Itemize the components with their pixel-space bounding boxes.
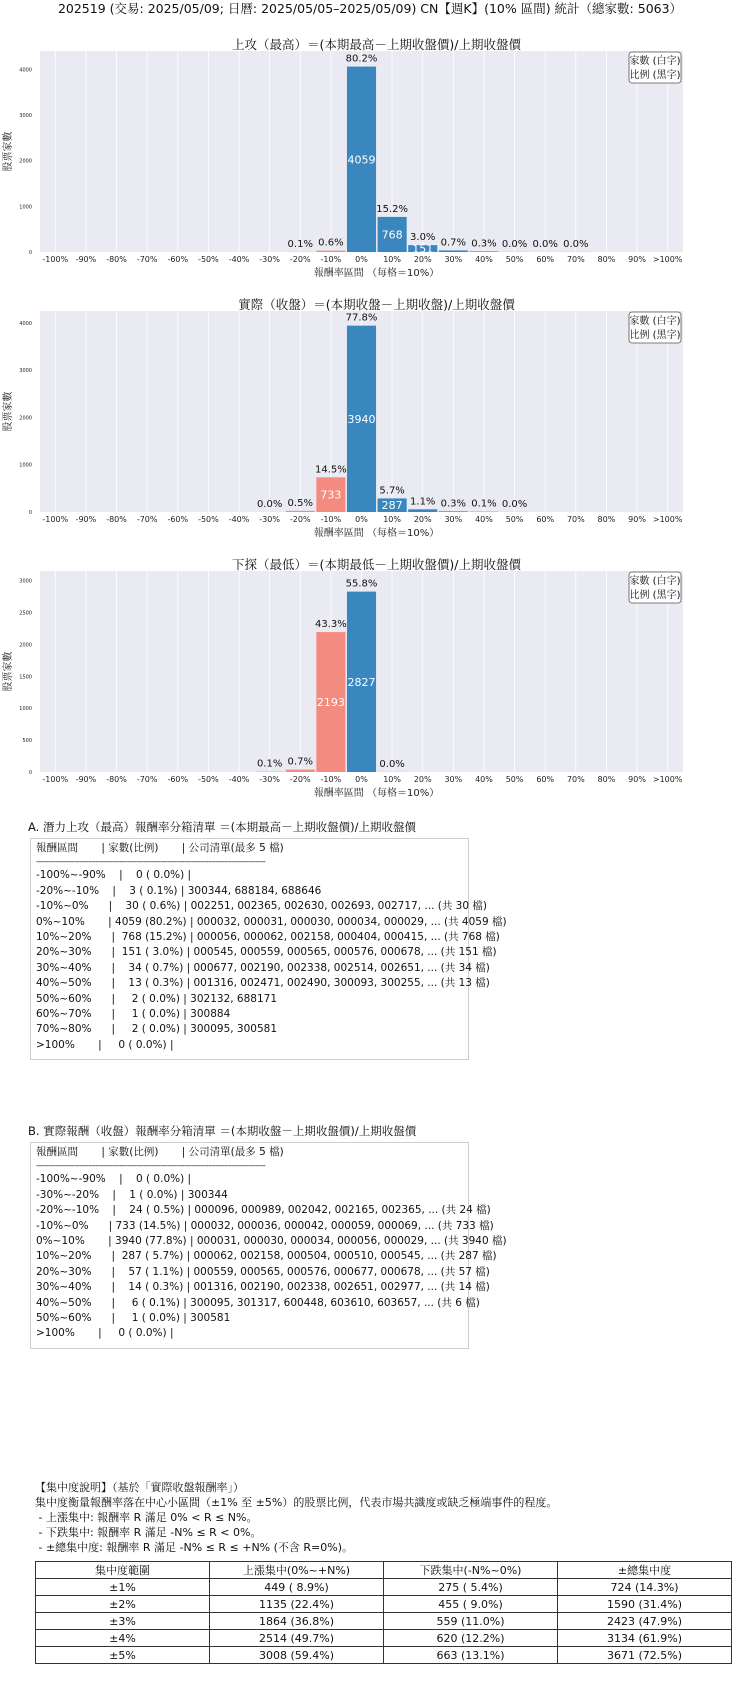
count-label: 3940	[347, 412, 376, 426]
table-cell: 1590 (31.4%)	[558, 1596, 732, 1613]
x-tick-label: 10%	[383, 775, 402, 784]
x-tick-label: -70%	[136, 775, 158, 784]
table-row	[36, 1613, 732, 1630]
percent-label: 43.3%	[314, 619, 347, 631]
y-axis-label: 股票家數	[3, 391, 14, 432]
list-b-separator: ------------------------------------------------------------------------------------------------	[36, 1161, 266, 1171]
y-tick-label: 1000	[19, 706, 32, 713]
list-row: 30%~40% | 34 ( 0.7%) | 000677, 002190, 002338, 002514, 002651, ... (共 34 檔)	[36, 961, 490, 974]
y-tick-label: 4000	[19, 67, 32, 74]
list-row: -20%~-10% | 24 ( 0.5%) | 000096, 000989, 002042, 002165, 002365, ... (共 24 檔)	[36, 1204, 491, 1217]
y-tick-label: 2000	[19, 158, 32, 165]
percent-label: 0.0%	[501, 238, 528, 250]
list-b-header-row: 報酬區間 | 家數(比例) | 公司清單(最多 5 檔)	[36, 1146, 284, 1158]
x-tick-label: 90%	[628, 255, 646, 264]
percent-label: 0.3%	[471, 238, 497, 250]
chart-downside-low	[0, 556, 740, 810]
table-cell: 2514 (49.7%)	[210, 1630, 384, 1647]
list-row: 50%~60% | 1 ( 0.0%) | 300581	[36, 1312, 231, 1325]
x-tick-label: -70%	[136, 515, 158, 524]
x-tick-label: 30%	[444, 775, 463, 784]
column-header: ±總集中度	[558, 1562, 732, 1579]
list-row: 50%~60% | 2 ( 0.0%) | 302132, 688171	[36, 992, 278, 1005]
list-b-box	[30, 1142, 507, 1349]
page-title: 202519 (交易: 2025/05/09; 日曆: 2025/05/05–2025/05/09) CN【週K】(10% 區間) 統計（總家數: 5063）	[57, 1, 683, 16]
percent-label: 0.0%	[501, 498, 528, 510]
y-tick-label: 1500	[19, 674, 32, 681]
bar	[408, 509, 437, 512]
x-tick-label: 40%	[475, 775, 493, 784]
list-row: >100% | 0 ( 0.0%) |	[36, 1327, 174, 1340]
bar	[439, 511, 468, 512]
y-tick-label: 1000	[19, 204, 32, 211]
x-tick-label: -30%	[259, 515, 280, 524]
percent-label: 0.0%	[532, 238, 558, 250]
list-a-rows	[36, 868, 507, 1053]
x-tick-label: 20%	[413, 775, 432, 784]
list-row: 70%~80% | 2 ( 0.0%) | 300095, 300581	[36, 1023, 278, 1036]
y-tick-label: 500	[22, 738, 32, 745]
table-row	[36, 1596, 732, 1613]
x-tick-label: 20%	[413, 255, 432, 264]
percent-label: 15.2%	[376, 203, 409, 215]
x-tick-label: 30%	[444, 515, 463, 524]
percent-label: 80.2%	[345, 53, 378, 65]
list-row: 20%~30% | 151 ( 3.0%) | 000545, 000559, 000565, 000576, 000678, ... (共 151 檔)	[36, 946, 497, 959]
note-item: - ±總集中度: 報酬率 R 滿足 -N% ≤ R ≤ +N% (不含 R=0%)。	[35, 1541, 354, 1554]
chart-upside-high	[0, 36, 740, 290]
list-row: -10%~0% | 30 ( 0.6%) | 002251, 002365, 002630, 002693, 002717, ... (共 30 檔)	[36, 900, 487, 913]
list-row: -10%~0% | 733 (14.5%) | 000032, 000036, 000042, 000059, 000069, ... (共 733 檔)	[36, 1219, 494, 1232]
list-row: 40%~50% | 13 ( 0.3%) | 001316, 002471, 002490, 300093, 300255, ... (共 13 檔)	[36, 977, 490, 990]
y-tick-label: 0	[28, 770, 32, 776]
x-tick-label: -80%	[106, 515, 127, 524]
chart-title: 實際（收盤）＝(本期收盤－上期收盤)/上期收盤價	[238, 297, 515, 312]
count-label: 4059	[347, 153, 376, 167]
x-tick-label: 80%	[597, 775, 616, 784]
x-tick-label: -80%	[106, 255, 127, 264]
x-tick-label: 10%	[383, 255, 402, 264]
percent-label: 3.0%	[410, 232, 436, 244]
y-tick-label: 3000	[19, 368, 32, 375]
table-cell: ±2%	[36, 1596, 210, 1613]
x-tick-label: -50%	[198, 775, 219, 784]
chart-actual-close	[0, 296, 740, 550]
legend-entry: 比例 (黑字)	[629, 590, 681, 601]
percent-label: 14.5%	[314, 464, 347, 476]
table-cell: ±4%	[36, 1630, 210, 1647]
x-tick-label: 0%	[355, 255, 368, 264]
table-cell: ±3%	[36, 1613, 210, 1630]
y-tick-label: 1000	[19, 462, 32, 469]
table-cell: 275 ( 5.4%)	[384, 1579, 558, 1596]
y-tick-label: 2000	[19, 642, 32, 649]
bar	[286, 770, 315, 772]
percent-label: 0.0%	[256, 498, 283, 510]
table-cell: 663 (13.1%)	[384, 1647, 558, 1664]
table-cell: 559 (11.0%)	[384, 1613, 558, 1630]
list-row: 20%~30% | 57 ( 1.1%) | 000559, 000565, 000576, 000677, 000678, ... (共 57 檔)	[36, 1265, 490, 1278]
count-label: 733	[320, 488, 342, 502]
x-tick-label: 80%	[597, 255, 616, 264]
x-tick-label: -10%	[320, 515, 342, 524]
x-tick-label: >100%	[652, 775, 683, 784]
x-tick-label: -60%	[167, 255, 189, 264]
x-tick-label: 60%	[536, 515, 555, 524]
x-tick-label: -40%	[228, 515, 250, 524]
x-tick-label: 40%	[475, 255, 493, 264]
note-title: 【集中度說明】（基於「實際收盤報酬率」）	[35, 1481, 244, 1494]
percent-label: 1.1%	[410, 496, 436, 508]
y-axis-label: 股票家數	[3, 651, 14, 692]
concentration-note	[35, 1480, 557, 1555]
x-tick-label: -60%	[167, 775, 189, 784]
x-tick-label: 50%	[505, 775, 524, 784]
x-tick-label: 50%	[505, 255, 524, 264]
table-header-row	[36, 1562, 732, 1579]
x-tick-label: -20%	[289, 255, 311, 264]
percent-label: 0.1%	[471, 498, 497, 510]
list-a-separator: ------------------------------------------------------------------------------------------------	[36, 857, 266, 867]
column-header: 集中度範圍	[36, 1562, 210, 1579]
column-header: 下跌集中(-N%~0%)	[384, 1562, 558, 1579]
chart-title: 下探（最低）＝(本期最低－上期收盤價)/上期收盤價	[232, 557, 521, 572]
x-tick-label: >100%	[652, 255, 683, 264]
legend-entry: 比例 (黑字)	[629, 70, 681, 81]
list-b-heading: B. 實際報酬（收盤）報酬率分箱清單 ＝(本期收盤－上期收盤價)/上期收盤價	[28, 1124, 417, 1138]
table-cell: 3134 (61.9%)	[558, 1630, 732, 1647]
table-cell: ±5%	[36, 1647, 210, 1664]
column-header: 上漲集中(0%~+N%)	[210, 1562, 384, 1579]
percent-label: 0.6%	[318, 237, 344, 249]
x-tick-label: -100%	[42, 775, 69, 784]
legend-entry: 家數 (白字)	[629, 56, 681, 67]
list-row: 0%~10% | 3940 (77.8%) | 000031, 000030, 000034, 000056, 000029, ... (共 3940 檔)	[36, 1235, 507, 1248]
x-tick-label: 50%	[505, 515, 524, 524]
list-a-header-row: 報酬區間 | 家數(比例) | 公司清單(最多 5 檔)	[36, 842, 284, 854]
table-cell: 1135 (22.4%)	[210, 1596, 384, 1613]
x-tick-label: -90%	[75, 515, 97, 524]
x-tick-label: -100%	[42, 515, 69, 524]
table-row	[36, 1630, 732, 1647]
x-tick-label: -90%	[75, 255, 97, 264]
x-axis-label: 報酬率區間 （每格＝10%）	[313, 528, 440, 539]
list-row: -20%~-10% | 3 ( 0.1%) | 300344, 688184, 688646	[36, 884, 322, 897]
list-row: 30%~40% | 14 ( 0.3%) | 001316, 002190, 002338, 002651, 002977, ... (共 14 檔)	[36, 1281, 490, 1294]
table-cell: 724 (14.3%)	[558, 1579, 732, 1596]
x-tick-label: -40%	[228, 775, 250, 784]
x-tick-label: 70%	[566, 255, 585, 264]
note-description: 集中度衡量報酬率落在中心小區間（±1% 至 ±5%）的股票比例，代表市場共識度或缺乏極端事件的程度。	[35, 1496, 558, 1509]
x-tick-label: -50%	[198, 255, 219, 264]
percent-label: 0.1%	[256, 758, 283, 770]
x-tick-label: 40%	[475, 515, 493, 524]
percent-label: 0.7%	[440, 237, 467, 249]
table-cell: 1864 (36.8%)	[210, 1613, 384, 1630]
table-cell: 3671 (72.5%)	[558, 1647, 732, 1664]
y-tick-label: 4000	[19, 320, 32, 327]
list-b-rows	[36, 1172, 507, 1341]
x-tick-label: 60%	[536, 255, 555, 264]
table-cell: 620 (12.2%)	[384, 1630, 558, 1647]
list-a-box	[30, 838, 507, 1060]
list-row: 40%~50% | 6 ( 0.1%) | 300095, 301317, 600448, 603610, 603657, ... (共 6 檔)	[36, 1296, 480, 1309]
percent-label: 0.3%	[440, 498, 467, 510]
note-item: - 上漲集中: 報酬率 R 滿足 0% < R ≤ N%。	[35, 1511, 258, 1524]
x-tick-label: 80%	[597, 515, 616, 524]
x-tick-label: -20%	[289, 515, 311, 524]
x-tick-label: -100%	[42, 255, 69, 264]
x-tick-label: 70%	[566, 775, 585, 784]
x-axis-label: 報酬率區間 （每格＝10%）	[313, 788, 440, 799]
x-tick-label: 60%	[536, 775, 555, 784]
list-row: 60%~70% | 1 ( 0.0%) | 300884	[36, 1008, 231, 1021]
table-row	[36, 1647, 732, 1664]
percent-label: 77.8%	[345, 312, 378, 324]
x-tick-label: -40%	[228, 255, 250, 264]
percent-label: 55.8%	[345, 578, 378, 590]
y-axis-label: 股票家數	[3, 131, 14, 172]
list-row: -30%~-20% | 1 ( 0.0%) | 300344	[36, 1188, 228, 1201]
percent-label: 0.1%	[287, 238, 313, 250]
chart-title: 上攻（最高）＝(本期最高－上期收盤價)/上期收盤價	[232, 37, 521, 52]
y-tick-label: 3000	[19, 578, 32, 585]
table-cell: 2423 (47.9%)	[558, 1613, 732, 1630]
x-tick-label: -10%	[320, 255, 342, 264]
x-tick-label: -10%	[320, 775, 342, 784]
x-tick-label: 0%	[355, 515, 368, 524]
x-tick-label: -30%	[259, 775, 280, 784]
table-row	[36, 1579, 732, 1596]
percent-label: 0.7%	[287, 756, 313, 768]
x-tick-label: 10%	[383, 515, 402, 524]
concentration-table	[35, 1561, 732, 1664]
x-tick-label: 90%	[628, 775, 646, 784]
y-tick-label: 2000	[19, 415, 32, 422]
x-tick-label: 20%	[413, 515, 432, 524]
x-tick-label: 70%	[566, 515, 585, 524]
bar	[469, 251, 498, 252]
x-tick-label: -50%	[198, 515, 219, 524]
list-row: 0%~10% | 4059 (80.2%) | 000032, 000031, 000030, 000034, 000029, ... (共 4059 檔)	[36, 915, 507, 928]
percent-label: 0.0%	[379, 758, 405, 770]
percent-label: 0.5%	[287, 497, 313, 509]
percent-label: 5.7%	[379, 485, 405, 497]
x-tick-label: 0%	[355, 775, 368, 784]
x-tick-label: 90%	[628, 515, 646, 524]
legend-entry: 家數 (白字)	[629, 576, 681, 587]
x-tick-label: -90%	[75, 775, 97, 784]
list-row: -100%~-90% | 0 ( 0.0%) |	[36, 1173, 192, 1186]
list-row: -100%~-90% | 0 ( 0.0%) |	[36, 869, 192, 882]
x-tick-label: 30%	[444, 255, 463, 264]
legend-entry: 家數 (白字)	[629, 316, 681, 327]
count-label: 768	[381, 228, 403, 242]
y-tick-label: 2500	[19, 610, 32, 617]
count-label: 151	[412, 242, 434, 256]
table-cell: ±1%	[36, 1579, 210, 1596]
x-tick-label: -70%	[136, 255, 158, 264]
count-label: 2827	[347, 675, 376, 689]
percent-label: 0.0%	[563, 238, 589, 250]
count-label: 287	[381, 499, 403, 513]
y-tick-label: 0	[28, 250, 32, 256]
count-label: 2193	[316, 696, 345, 710]
bar	[439, 250, 468, 252]
x-tick-label: -80%	[106, 775, 127, 784]
list-row: >100% | 0 ( 0.0%) |	[36, 1038, 174, 1051]
bar	[316, 251, 345, 252]
legend-entry: 比例 (黑字)	[629, 330, 681, 341]
x-tick-label: -30%	[259, 255, 280, 264]
table-cell: 455 ( 9.0%)	[384, 1596, 558, 1613]
list-row: 10%~20% | 287 ( 5.7%) | 000062, 002158, 000504, 000510, 000545, ... (共 287 檔)	[36, 1250, 497, 1263]
table-cell: 3008 (59.4%)	[210, 1647, 384, 1664]
x-tick-label: -60%	[167, 515, 189, 524]
x-axis-label: 報酬率區間 （每格＝10%）	[313, 268, 440, 279]
note-item: - 下跌集中: 報酬率 R 滿足 -N% ≤ R < 0%。	[35, 1526, 262, 1539]
bar	[286, 511, 315, 512]
y-tick-label: 3000	[19, 112, 32, 119]
x-tick-label: -20%	[289, 775, 311, 784]
x-tick-label: >100%	[652, 515, 683, 524]
list-a-heading: A. 潛力上攻（最高）報酬率分箱清單 ＝(本期最高－上期收盤價)/上期收盤價	[28, 820, 416, 834]
list-row: 10%~20% | 768 (15.2%) | 000056, 000062, 002158, 000404, 000415, ... (共 768 檔)	[36, 931, 500, 944]
y-tick-label: 0	[28, 510, 32, 516]
table-cell: 449 ( 8.9%)	[210, 1579, 384, 1596]
